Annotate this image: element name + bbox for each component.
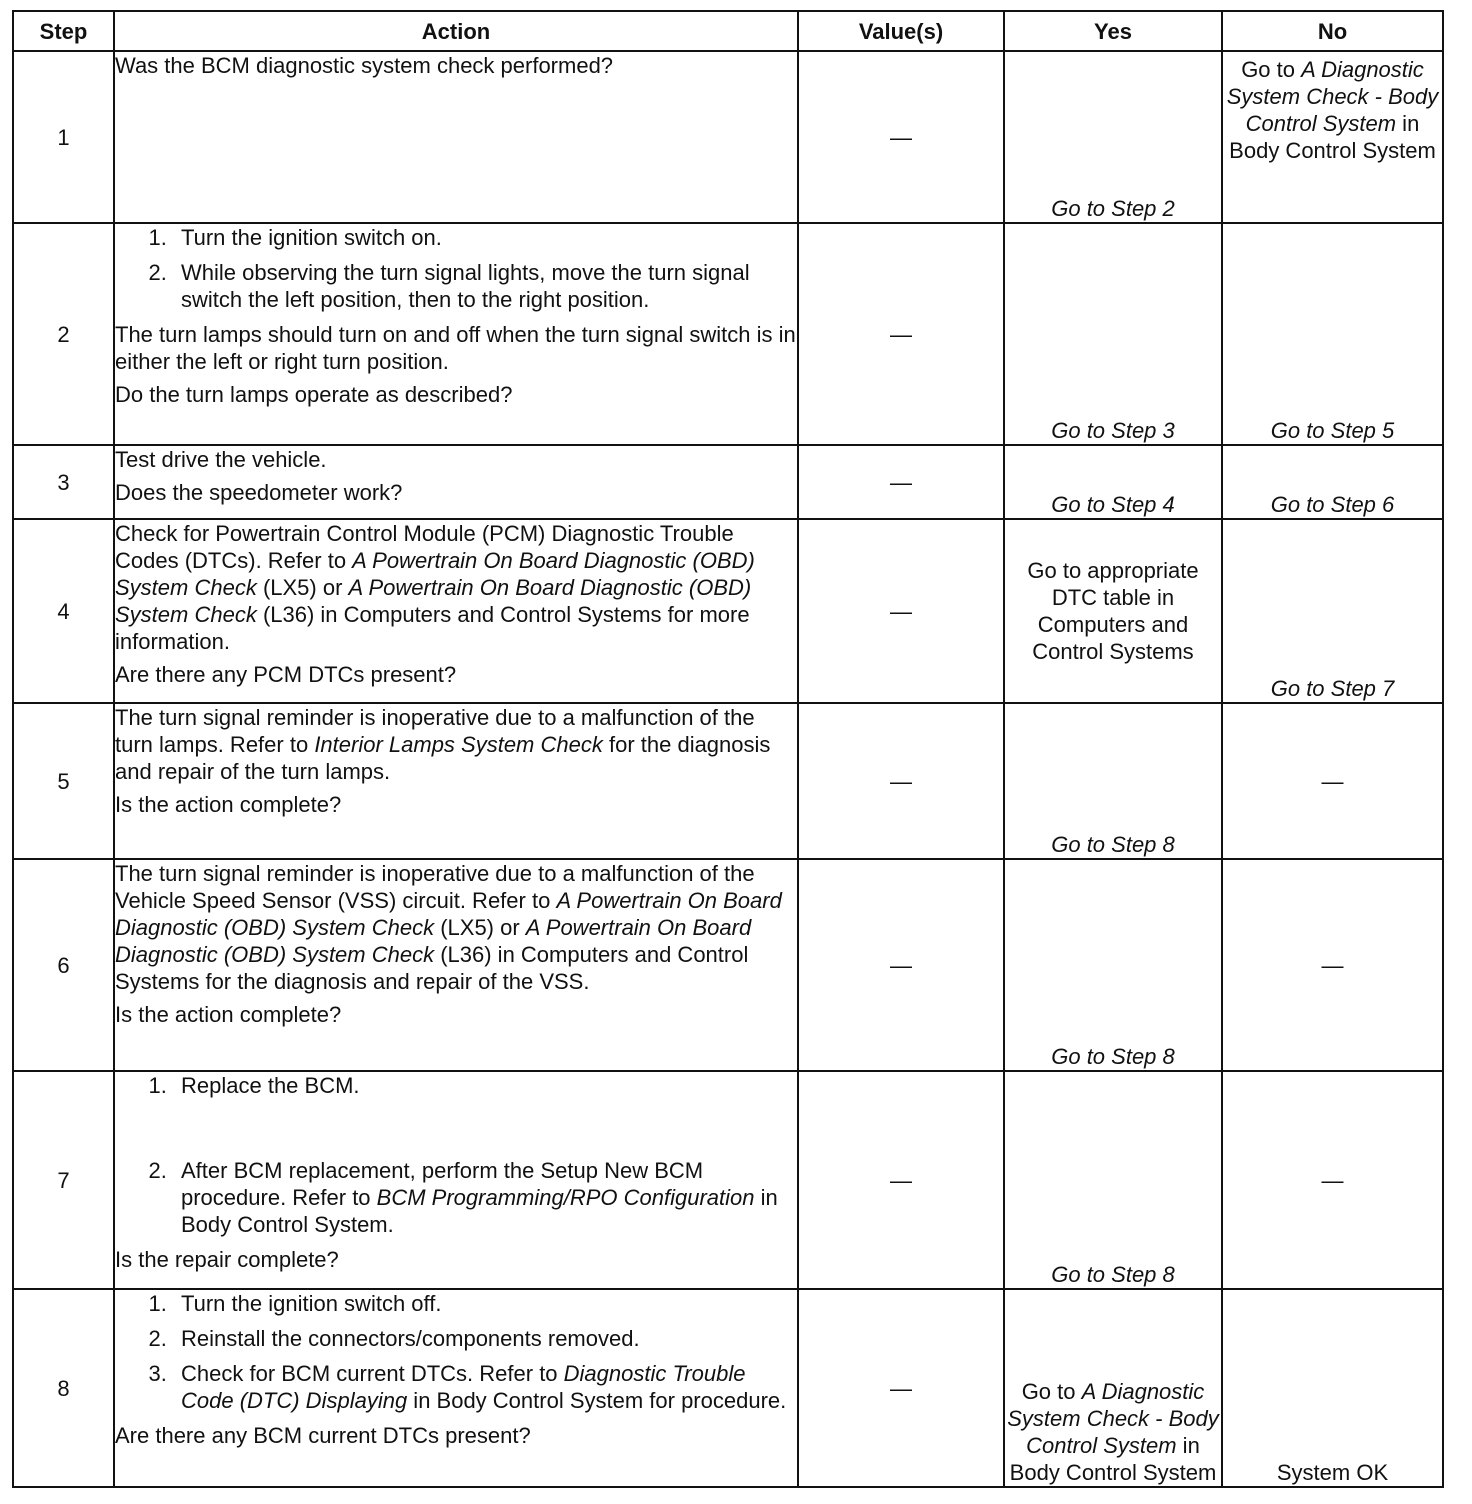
no-suffix: in Body Control System [1229,111,1436,163]
action-reference: Interior Lamps System Check [314,732,603,757]
action-text-part: (L36) in Computers and Control Systems for the diagnosis and repair of the VSS. [115,942,749,994]
action-text-part: Check for BCM current DTCs. Refer to [181,1361,564,1386]
action-step: 1. Turn the ignition switch off. [173,1290,797,1317]
action-text-part: Check for Powertrain Control Module (PCM) Diagnostic Trouble Codes (DTCs). Refer to [115,521,734,573]
action-text-part: (LX5) or [434,915,526,940]
yes-cell: Go to appropriate DTC table in Computers and Control Systems [1004,519,1222,703]
table-row [13,51,1443,223]
step-number: 7 [13,1071,114,1289]
diagnostic-table [12,10,1444,1488]
action-question: Are there any BCM current DTCs present? [115,1423,531,1448]
table-row [13,1289,1443,1487]
table-row [13,223,1443,445]
action-step: 1. Replace the BCM. [173,1072,797,1099]
value-cell: — [798,1289,1004,1487]
header-row [13,11,1443,51]
action-reference: A Powertrain On Board Diagnostic (OBD) System Check [115,575,752,627]
action-steps-list [115,224,797,313]
action-reference: A Powertrain On Board Diagnostic (OBD) System Check [115,915,752,967]
yes-cell [1004,1289,1222,1487]
header-step: Step [13,11,114,51]
table-row [13,1071,1443,1289]
yes-cell: Go to Step 8 [1004,703,1222,859]
table-row [13,445,1443,519]
action-cell [114,859,798,1071]
action-question: Are there any PCM DTCs present? [115,662,457,687]
action-text: Was the BCM diagnostic system check performed? [115,53,614,78]
action-reference: A Powertrain On Board Diagnostic (OBD) System Check [115,888,782,940]
yes-suffix: in Body Control System [1009,1433,1217,1485]
action-text [115,860,797,995]
step-number: 5 [13,703,114,859]
action-text-part: After BCM replacement, perform the Setup New BCM procedure. Refer to [181,1158,704,1210]
action-cell [114,51,798,223]
action-cell [114,703,798,859]
action-cell [114,223,798,445]
action-cell [114,1289,798,1487]
table-row [13,859,1443,1071]
yes-prefix: Go to [1021,1379,1082,1404]
action-cell [114,445,798,519]
no-reference: A Diagnostic System Check - Body Control System [1226,57,1439,136]
action-step: 2. Reinstall the connectors/components removed. [173,1325,797,1352]
table-row [13,519,1443,703]
action-text [115,520,797,655]
value-cell: — [798,519,1004,703]
action-text: Test drive the vehicle. [115,447,327,472]
no-cell: Go to Step 6 [1222,445,1443,519]
no-cell [1222,51,1443,223]
header-action: Action [114,11,798,51]
value-cell: — [798,703,1004,859]
value-cell: — [798,51,1004,223]
yes-cell: Go to Step 2 [1004,51,1222,223]
yes-cell: Go to Step 8 [1004,1071,1222,1289]
action-text-part: The turn signal reminder is inoperative due to a malfunction of the turn lamps. Refer to [115,705,755,757]
action-steps-list [115,1072,797,1238]
yes-cell: Go to Step 8 [1004,859,1222,1071]
action-text-part: The turn signal reminder is inoperative due to a malfunction of the Vehicle Speed Sensor (VSS) circuit. Refer to [115,861,755,913]
action-question: Is the action complete? [115,792,342,817]
no-prefix: Go to [1241,57,1302,82]
action-step: 2. While observing the turn signal lights, move the turn signal switch the left position, then to the right position. [173,259,797,313]
action-step [173,1360,797,1414]
yes-cell: Go to Step 3 [1004,223,1222,445]
action-text-part: in Body Control System. [181,1185,778,1237]
value-cell: — [798,859,1004,1071]
value-cell: — [798,223,1004,445]
action-text-part: in Body Control System for procedure. [407,1388,787,1413]
action-question: Is the repair complete? [115,1247,339,1272]
action-reference: A Powertrain On Board Diagnostic (OBD) System Check [115,548,755,600]
step-number: 8 [13,1289,114,1487]
action-question: Is the action complete? [115,1002,342,1027]
no-cell: Go to Step 7 [1222,519,1443,703]
action-reference: BCM Programming/RPO Configuration [376,1185,755,1210]
action-text-part: (LX5) or [256,575,349,600]
action-question: Does the speedometer work? [115,480,403,505]
header-no: No [1222,11,1443,51]
action-question: Do the turn lamps operate as described? [115,382,513,407]
value-cell: — [798,445,1004,519]
value-cell: — [798,1071,1004,1289]
action-reference: Diagnostic Trouble Code (DTC) Displaying [181,1361,746,1413]
step-number: 4 [13,519,114,703]
action-text-part: for the diagnosis and repair of the turn lamps. [115,732,771,784]
action-cell [114,1071,798,1289]
table-row [13,703,1443,859]
action-note: The turn lamps should turn on and off when the turn signal switch is in either the left or right turn position. [115,322,796,374]
action-text-part: (L36) in Computers and Control Systems for more information. [115,602,750,654]
header-yes: Yes [1004,11,1222,51]
action-steps-list [115,1290,797,1414]
step-number: 2 [13,223,114,445]
action-cell [114,519,798,703]
no-cell: — [1222,1071,1443,1289]
action-text [115,704,797,785]
action-step [173,1157,797,1238]
step-number: 3 [13,445,114,519]
yes-reference: A Diagnostic System Check - Body Control System [1007,1379,1219,1458]
action-step: 1. Turn the ignition switch on. [173,224,797,251]
header-values: Value(s) [798,11,1004,51]
yes-cell: Go to Step 4 [1004,445,1222,519]
no-cell: — [1222,859,1443,1071]
no-cell: — [1222,703,1443,859]
step-number: 6 [13,859,114,1071]
step-number: 1 [13,51,114,223]
no-cell: System OK [1222,1289,1443,1487]
no-cell: Go to Step 5 [1222,223,1443,445]
